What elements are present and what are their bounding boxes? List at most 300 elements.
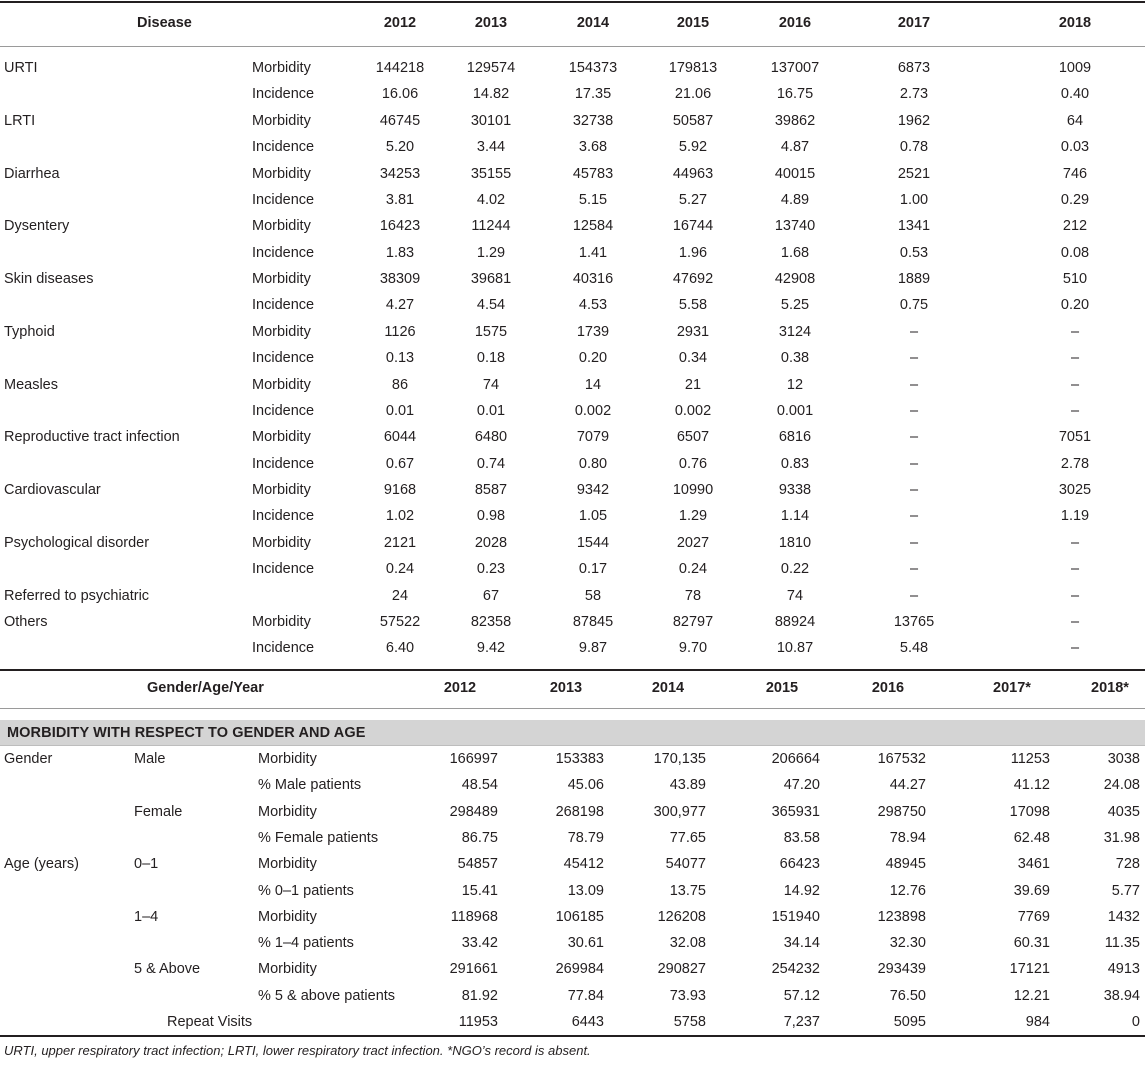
table-cell-value: 38.94 [1103,987,1140,1004]
table-cell-value: 6507 [676,429,710,446]
table-cell-value: 6816 [778,429,812,446]
disease-name: URTI [4,60,38,76]
table-cell-value: 0.18 [476,350,506,367]
table-cell-value: – [909,376,919,393]
table-cell-value: 1.83 [385,244,415,261]
measure-label: Morbidity [252,165,311,182]
table-cell-value: 1739 [576,323,610,340]
table-cell-value: 73.93 [669,987,706,1004]
table-cell-value: 58 [584,587,602,604]
table-cell-value: 16.75 [776,86,814,103]
table-cell-value: 151940 [771,908,820,925]
measure-label: Morbidity [258,961,317,978]
table-cell-value: 6873 [897,60,931,76]
table-cell-value: 1.02 [385,508,415,525]
table-cell-value: 1575 [474,323,508,340]
table-cell-value: 2931 [676,323,710,340]
table-cell-value: 1889 [897,271,931,288]
table-cell-value: 0.17 [578,561,608,578]
table-cell-value: 254232 [771,961,820,978]
table-cell-value: 6.40 [385,640,415,657]
table-cell-value: 3461 [1017,856,1050,873]
table-cell-value: 39862 [774,112,816,129]
table-cell-value: 87845 [572,613,614,630]
table-cell-value: 11253 [1010,751,1050,767]
table-cell-value: 40316 [572,271,614,288]
table-cell-value: 1544 [576,534,610,551]
table-cell-value: 76.50 [889,987,926,1004]
year-header: 2012 [443,680,477,696]
measure-label: Morbidity [252,376,311,393]
table-cell-value: 5758 [673,1014,706,1030]
table-cell-value: 179813 [668,60,718,76]
measure-label: Incidence [252,561,315,578]
table-cell-value: 30101 [470,112,512,129]
table-cell-value: 0 [1131,1014,1140,1030]
table-cell-value: – [909,587,919,604]
table-cell-value: 0.01 [385,402,415,419]
table-cell-value: 269984 [555,961,604,978]
table-cell-value: 154373 [568,60,618,76]
table-cell-value: 60.31 [1013,935,1050,952]
table-cell-value: 9.70 [678,640,708,657]
table-cell-value: 1.29 [476,244,506,261]
table-cell-value: 13765 [893,613,935,630]
disease-name: Psychological disorder [4,534,150,551]
table-cell-value: 81.92 [461,987,498,1004]
table-cell-value: 88924 [774,613,816,630]
table-cell-value: 2.78 [1060,455,1090,472]
table-cell-value: 0.002 [574,402,612,419]
table-cell-value: 16423 [379,218,421,235]
table-cell-value: 510 [1062,271,1088,288]
table-cell-value: 0.83 [780,455,810,472]
measure-label: Incidence [252,508,315,525]
table-cell-value: 78.79 [567,829,604,846]
table-cell-value: 13.75 [669,882,706,899]
table-cell-value: 24 [391,587,409,604]
disease-name: Referred to psychiatric [4,587,150,604]
table-cell-value: – [1070,402,1080,419]
table-cell-value: 43.89 [669,777,706,794]
measure-label: Incidence [252,350,315,367]
table-cell-value: 298489 [449,803,498,820]
table-cell-value: – [1070,376,1080,393]
table-cell-value: 1.29 [678,508,708,525]
table-cell-value: 5.27 [678,191,708,208]
subgroup-label: 0–1 [134,856,159,873]
table-cell-value: 1.41 [578,244,608,261]
table-cell-value: – [909,482,919,499]
table-cell-value: 78.94 [889,829,926,846]
table-cell-value: 47692 [672,271,714,288]
table-cell-value: 4.54 [476,297,506,314]
table-cell-value: – [909,455,919,472]
section-rule [0,745,1145,746]
table-cell-value: 0.01 [476,402,506,419]
table-cell-value: 129574 [466,60,516,76]
table-cell-value: 11953 [458,1014,498,1030]
table-cell-value: 3124 [778,323,812,340]
year-header: 2016 [871,680,905,696]
table-cell-value: 12.76 [889,882,926,899]
table-cell-value: 2.73 [899,86,929,103]
table-cell-value: 10990 [672,482,714,499]
table-cell-value: 3.44 [476,139,506,156]
table-cell-value: 0.24 [385,561,415,578]
table-cell-value: 74 [482,376,500,393]
table-cell-value: 1962 [897,112,931,129]
table-cell-value: 0.67 [385,455,415,472]
table-cell-value: 1.68 [780,244,810,261]
table-cell-value: 4035 [1107,803,1140,820]
table-cell-value: 40015 [774,165,816,182]
table-cell-value: 12.21 [1013,987,1050,1004]
table-cell-value: 64 [1066,112,1084,129]
table-cell-value: 17098 [1009,803,1050,820]
table-cell-value: 2521 [897,165,931,182]
table-cell-value: 5.48 [899,640,929,657]
table-cell-value: 45.06 [567,777,604,794]
table-cell-value: 39.69 [1013,882,1050,899]
table-cell-value: 0.002 [674,402,712,419]
table-cell-value: – [909,350,919,367]
table-cell-value: 4.53 [578,297,608,314]
table-cell-value: 14 [584,376,602,393]
table-cell-value: 3025 [1058,482,1092,499]
table-cell-value: 10.87 [776,640,814,657]
year-header: 2017* [993,680,1031,696]
measure-label: Incidence [252,139,315,156]
table-cell-value: 291661 [449,961,498,978]
year-header: 2014 [651,680,685,696]
table-cell-value: 5.92 [678,139,708,156]
table-cell-value: 123898 [877,908,926,925]
table-cell-value: 170,135 [653,751,706,767]
table-cell-value: 48945 [885,856,926,873]
year-header: 2017 [897,15,931,31]
table-cell-value: 44963 [672,165,714,182]
subgroup-label: Male [134,751,166,767]
table-cell-value: – [909,561,919,578]
measure-label: Morbidity [252,429,311,446]
table-cell-value: 0.53 [899,244,929,261]
table-cell-value: 212 [1062,218,1088,235]
table-cell-value: 0.20 [1060,297,1090,314]
table-cell-value: 2027 [676,534,710,551]
table-cell-value: 167532 [877,751,926,767]
table-cell-value: 5.20 [385,139,415,156]
table-cell-value: 38309 [379,271,421,288]
table-cell-value: 2121 [383,534,417,551]
table-cell-value: 0.98 [476,508,506,525]
measure-label: Morbidity [252,60,311,76]
table-cell-value: 74 [786,587,804,604]
table-cell-value: 54857 [457,856,498,873]
table-cell-value: 0.78 [899,139,929,156]
group-label: Gender [4,751,53,767]
table-cell-value: 11244 [471,218,511,235]
table-cell-value: 1432 [1107,908,1140,925]
table-cell-value: 137007 [770,60,820,76]
measure-label: Incidence [252,191,315,208]
table-cell-value: 14.92 [783,882,820,899]
table-cell-value: 34253 [379,165,421,182]
table-cell-value: 82797 [672,613,714,630]
table-cell-value: 77.65 [669,829,706,846]
table-cell-value: 3.68 [578,139,608,156]
table-cell-value: 21 [684,376,702,393]
table-cell-value: 0.23 [476,561,506,578]
table-cell-value: 0.08 [1060,244,1090,261]
table-cell-value: 298750 [877,803,926,820]
table-cell-value: 21.06 [674,86,712,103]
table-cell-value: 0.80 [578,455,608,472]
table-cell-value: 54077 [665,856,706,873]
year-header: 2018 [1058,15,1092,31]
table-cell-value: 1.05 [578,508,608,525]
table-cell-value: 62.48 [1013,829,1050,846]
table2-bottom-rule [0,1035,1145,1037]
repeat-visits-label: Repeat Visits [167,1014,253,1030]
table-cell-value: 0.13 [385,350,415,367]
disease-name: LRTI [4,112,36,129]
table-cell-value: 0.001 [776,402,814,419]
table-cell-value: 47.20 [783,777,820,794]
table-cell-value: 13740 [774,218,816,235]
table-cell-value: 44.27 [889,777,926,794]
table-cell-value: 11.35 [1104,935,1140,952]
measure-label: Morbidity [252,613,311,630]
footnote: URTI, upper respiratory tract infection; LRTI, lower respiratory tract infection. *NGO’s record is absent. [4,1043,591,1058]
table-cell-value: 6480 [474,429,508,446]
measure-label: % 0–1 patients [258,882,354,899]
table-cell-value: 1.96 [678,244,708,261]
measure-label: % 1–4 patients [258,935,354,952]
table-cell-value: 86.75 [461,829,498,846]
table-cell-value: 1.14 [780,508,810,525]
disease-name: Diarrhea [4,165,60,182]
measure-label: Morbidity [258,751,317,767]
table-cell-value: 1126 [384,323,416,340]
year-header: 2014 [576,15,610,31]
table-cell-value: 14.82 [472,86,510,103]
measure-label: Incidence [252,244,315,261]
table-cell-value: 0.24 [678,561,708,578]
table-cell-value: 5095 [893,1014,926,1030]
table-cell-value: 32.30 [889,935,926,952]
year-header: 2015 [676,15,710,31]
table-cell-value: 728 [1115,856,1140,873]
year-header: 2015 [765,680,799,696]
year-header: 2016 [778,15,812,31]
subgroup-label: Female [134,803,183,820]
table-cell-value: 34.14 [783,935,820,952]
table-cell-value: 9168 [383,482,417,499]
measure-label: % Male patients [258,777,362,794]
group-label: Age (years) [4,856,79,873]
table-cell-value: 33.42 [461,935,498,952]
table-cell-value: 39681 [470,271,512,288]
table-cell-value: – [1070,350,1080,367]
table-cell-value: 9.42 [476,640,506,657]
table-cell-value: 0.03 [1060,139,1090,156]
table-cell-value: 6044 [383,429,417,446]
measure-label: Incidence [252,86,315,103]
table-cell-value: 16744 [672,218,714,235]
table-cell-value: 268198 [555,803,604,820]
table-cell-value: 1.00 [899,191,929,208]
table-cell-value: 32.08 [669,935,706,952]
measure-label: Incidence [252,640,315,657]
measure-label: Morbidity [252,482,311,499]
table-cell-value: 144218 [375,60,425,76]
measure-label: Morbidity [252,218,311,235]
table-cell-value: 118968 [450,908,498,925]
section-title: MORBIDITY WITH RESPECT TO GENDER AND AGE [7,725,366,741]
table-cell-value: 290827 [657,961,706,978]
disease-name: Cardiovascular [4,482,101,499]
table-cell-value: 8587 [474,482,508,499]
table-cell-value: 17.35 [574,86,612,103]
table-cell-value: 50587 [672,112,714,129]
table-cell-value: 0.20 [578,350,608,367]
year-header: 2012 [383,15,417,31]
table-cell-value: 9342 [576,482,610,499]
table-cell-value: 2028 [474,534,508,551]
disease-header: Disease [137,15,192,31]
gender-age-year-header: Gender/Age/Year [147,680,264,696]
subgroup-label: 1–4 [134,908,159,925]
table-cell-value: 166997 [449,751,498,767]
table-cell-value: 4.27 [385,297,415,314]
measure-label: % 5 & above patients [258,987,396,1004]
top-rule [0,1,1145,3]
table-cell-value: 0.29 [1060,191,1090,208]
table-cell-value: 5.58 [678,297,708,314]
measure-label: Incidence [252,402,315,419]
table-cell-value: 0.76 [678,455,708,472]
table-cell-value: 3.81 [385,191,415,208]
table-cell-value: 12 [786,376,804,393]
table-cell-value: 106185 [555,908,604,925]
table-cell-value: 0.40 [1060,86,1090,103]
table-cell-value: – [1070,587,1080,604]
table-cell-value: 57522 [379,613,421,630]
table-cell-value: 1.19 [1060,508,1090,525]
table-cell-value: 7079 [576,429,610,446]
table-cell-value: – [1070,613,1080,630]
measure-label: Morbidity [252,323,311,340]
subgroup-label: 5 & Above [134,961,201,978]
measure-label: Morbidity [258,856,317,873]
table-cell-value: 48.54 [461,777,498,794]
table2-header-rule [0,708,1145,709]
measure-label: Morbidity [252,112,311,129]
table-cell-value: 3038 [1107,751,1140,767]
table-cell-value: 15.41 [461,882,498,899]
table-cell-value: 78 [684,587,702,604]
year-header: 2013 [549,680,583,696]
disease-name: Others [4,613,48,630]
measure-label: Incidence [252,297,315,314]
disease-name: Reproductive tract infection [4,429,180,446]
table-cell-value: 82358 [470,613,512,630]
table-cell-value: 300,977 [653,803,706,820]
table-cell-value: 126208 [657,908,706,925]
table-cell-value: 7769 [1017,908,1050,925]
table-cell-value: 7,237 [783,1014,820,1030]
table-cell-value: 24.08 [1103,777,1140,794]
measure-label: % Female patients [258,829,379,846]
table-cell-value: – [909,323,919,340]
table-cell-value: 4.02 [476,191,506,208]
table-cell-value: 0.34 [678,350,708,367]
table-cell-value: 5.77 [1111,882,1140,899]
table-cell-value: 31.98 [1103,829,1140,846]
table-cell-value: – [1070,323,1080,340]
table-cell-value: – [1070,561,1080,578]
measure-label: Morbidity [258,803,317,820]
header-rule [0,46,1145,47]
table-cell-value: 16.06 [381,86,419,103]
table-cell-value: 86 [391,376,409,393]
table-cell-value: 984 [1025,1014,1050,1030]
table-cell-value: – [909,429,919,446]
table-cell-value: 77.84 [567,987,604,1004]
table-cell-value: 13.09 [567,882,604,899]
table-cell-value: 4913 [1107,961,1140,978]
disease-name: Typhoid [4,323,55,340]
table-cell-value: – [1070,640,1080,657]
table-cell-value: 153383 [555,751,604,767]
year-header: 2018* [1091,680,1129,696]
table-cell-value: 206664 [771,751,820,767]
table1-bottom-rule [0,669,1145,671]
table-cell-value: – [909,402,919,419]
table-cell-value: 6443 [571,1014,604,1030]
table-cell-value: 41.12 [1013,777,1050,794]
table-cell-value: 365931 [771,803,820,820]
table-cell-value: 45412 [563,856,604,873]
table-cell-value: – [909,508,919,525]
disease-name: Measles [4,376,58,393]
year-header: 2013 [474,15,508,31]
table-cell-value: 9338 [778,482,812,499]
table-cell-value: 0.74 [476,455,506,472]
table-cell-value: 46745 [379,112,421,129]
measure-label: Incidence [252,455,315,472]
table-cell-value: – [1070,534,1080,551]
table-cell-value: 17121 [1009,961,1050,978]
disease-name: Dysentery [4,218,70,235]
table-cell-value: 32738 [572,112,614,129]
table-cell-value: – [909,534,919,551]
measure-label: Morbidity [258,908,317,925]
table-cell-value: 5.15 [578,191,608,208]
table-cell-value: 66423 [779,856,820,873]
table-cell-value: 0.22 [780,561,810,578]
table-cell-value: 5.25 [780,297,810,314]
table-cell-value: 42908 [774,271,816,288]
disease-name: Skin diseases [4,271,94,288]
table-cell-value: 1341 [897,218,931,235]
table-cell-value: 0.38 [780,350,810,367]
table-cell-value: 57.12 [783,987,820,1004]
measure-label: Morbidity [252,534,311,551]
table-cell-value: 746 [1062,165,1088,182]
table-cell-value: 30.61 [567,935,604,952]
